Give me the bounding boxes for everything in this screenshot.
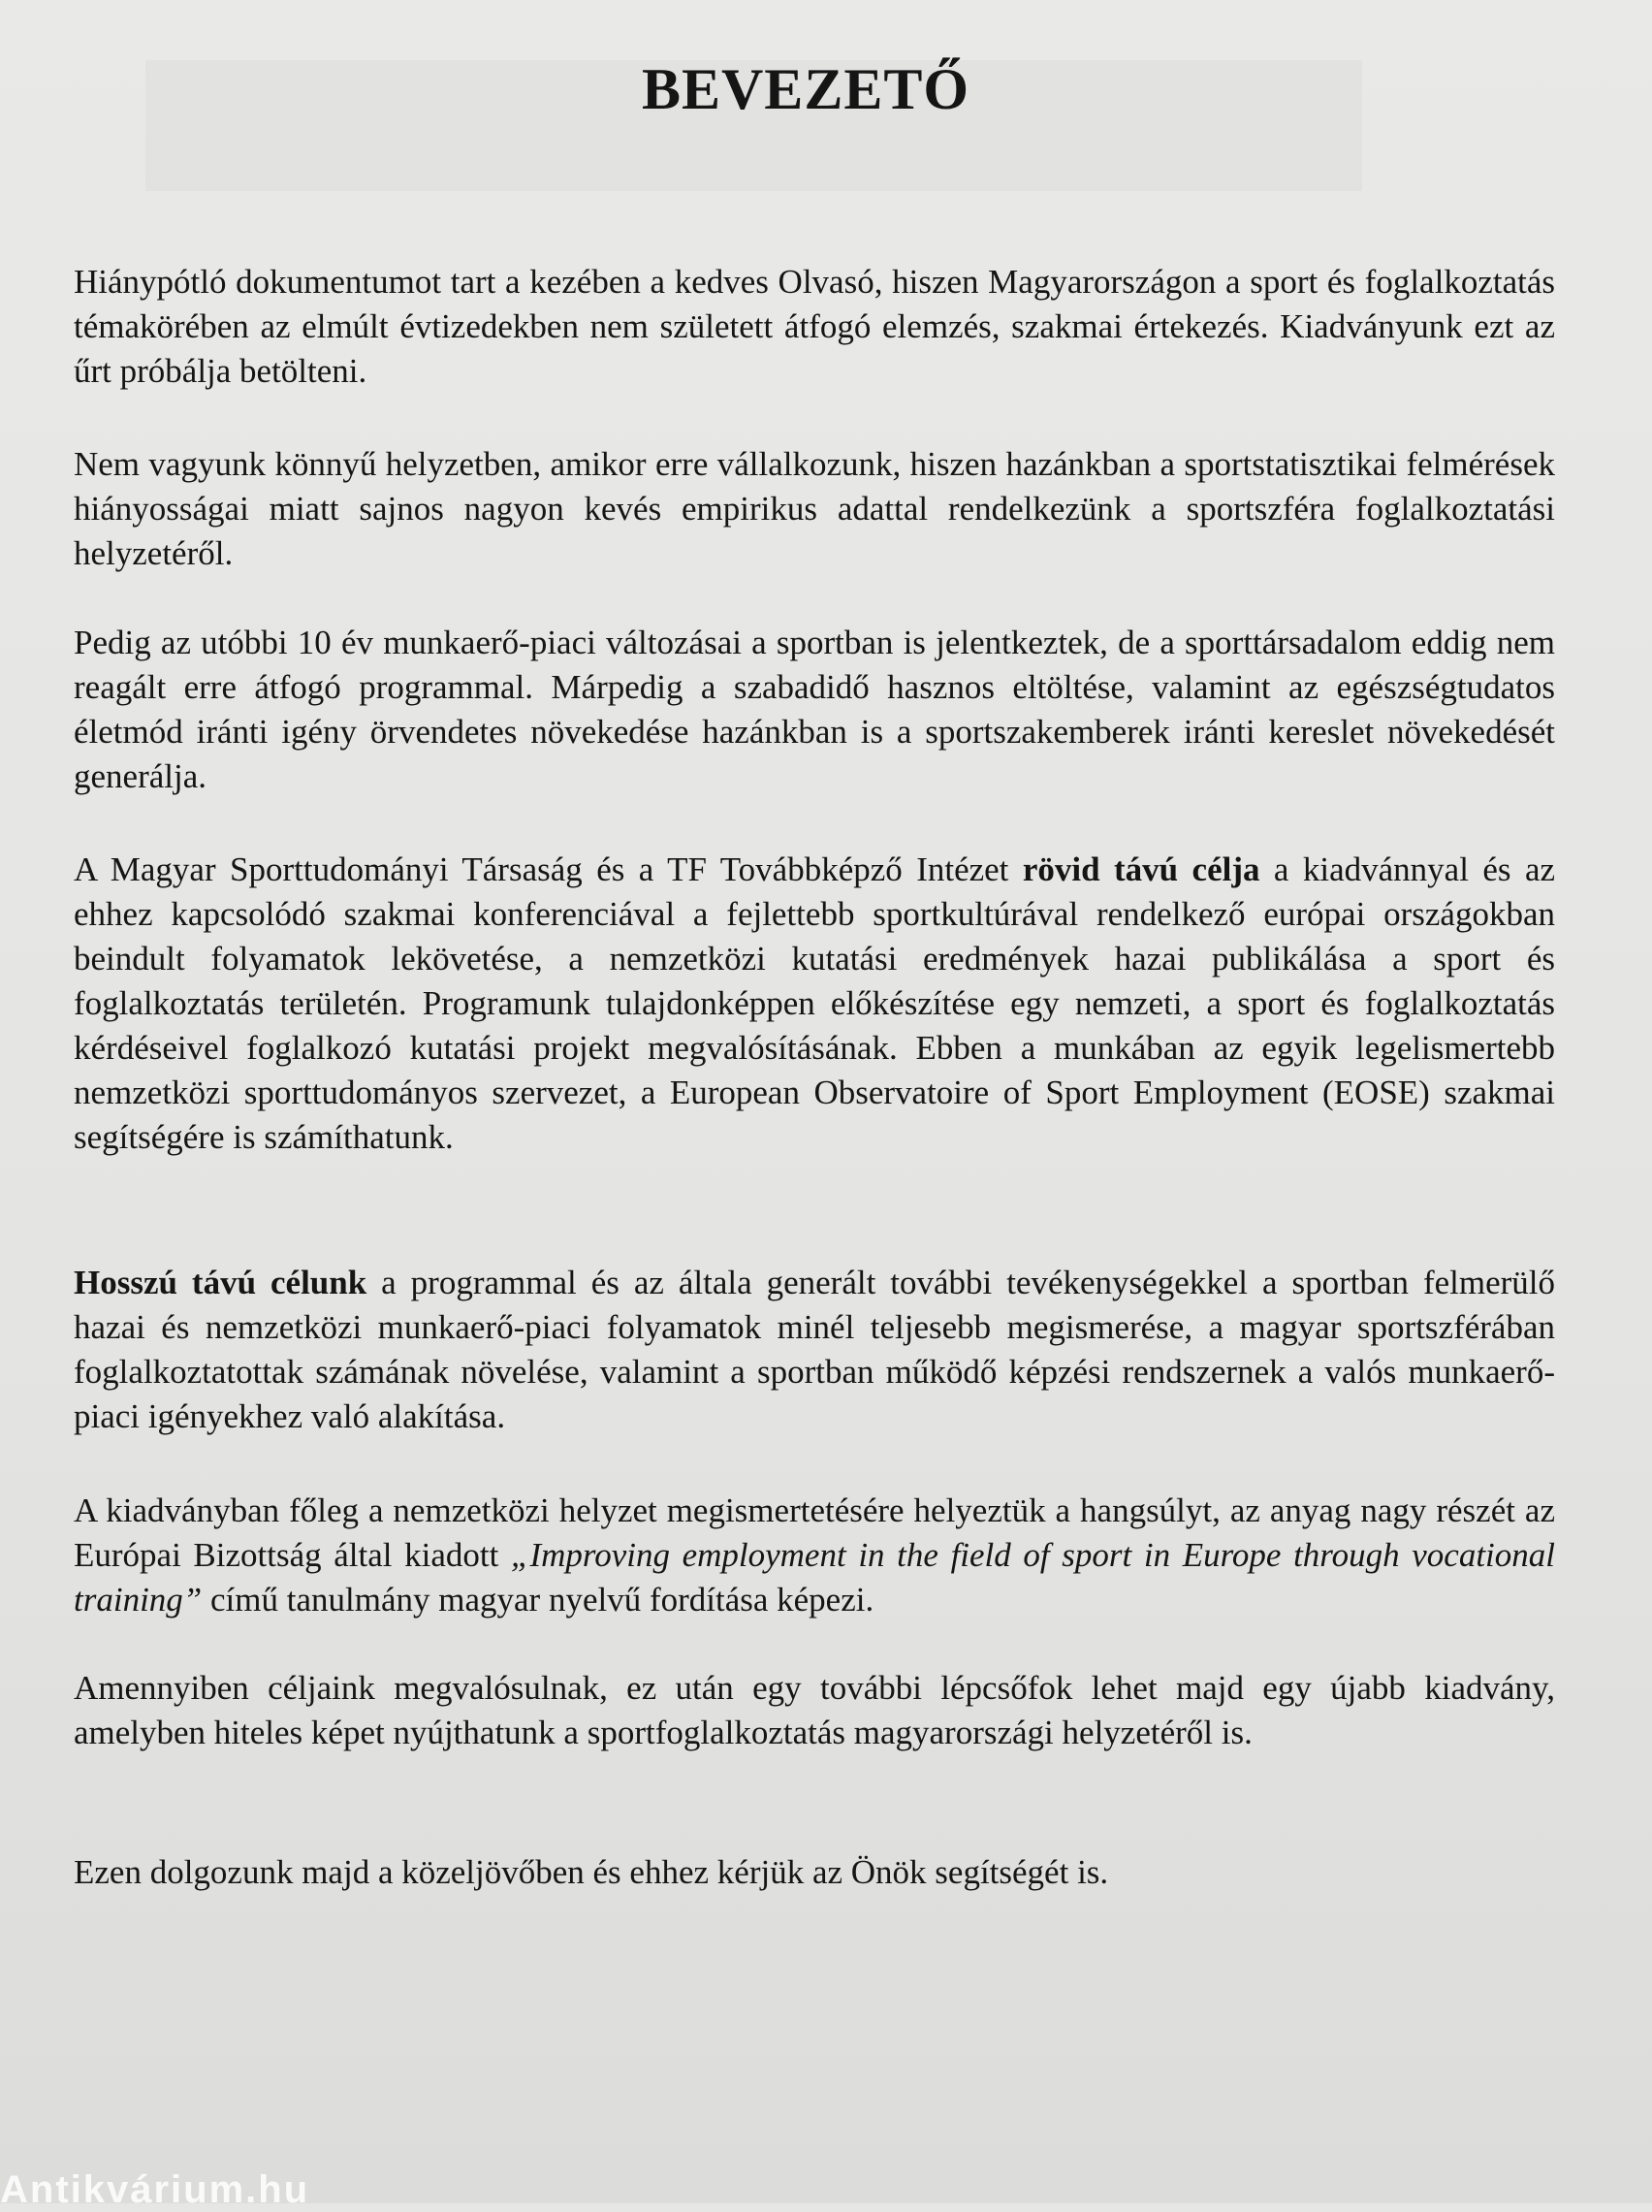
page-title: BEVEZETŐ bbox=[641, 57, 970, 121]
publication-text-a: A kiadványban főleg a nemzetközi helyzet megismertetésére helyeztük a hangsúlyt, az anyag nagy részét az Európai Bizottság által kiadott bbox=[74, 1491, 1555, 1574]
paragraph-difficulty: Nem vagyunk könnyű helyzetben, amikor erre vállalkozunk, hiszen hazánkban a sportstatisztikai felmérések hiányosságai miatt sajnos nagyon kevés empirikus adattal rendelkezünk a sportszféra foglalkoztatási helyzetéről. bbox=[74, 445, 1555, 572]
paragraph-intro: Hiánypótló dokumentumot tart a kezében a kedves Olvasó, hiszen Magyarországon a sport és foglalkoztatás témakörében az elmúlt évtizedekben nem született átfogó elemzés, szakmai értekezés. Kiadványunk ezt az űrt próbálja betölteni. bbox=[74, 263, 1555, 390]
long-term-goal-emphasis: Hosszú távú célunk bbox=[74, 1264, 367, 1301]
short-term-goal-text-b: a kiadvánnyal és az ehhez kapcsolódó szakmai konferenciával a fejlettebb sportkultúrával rendelkező európai országokban beindult folyamatok lekövetése, a nemzetközi kutatási eredmények hazai publikálása a sport és foglalkoztatás területén. Programunk tulajdonképpen előkészítése egy nemzeti, a sport és foglalkoztatás kérdéseivel foglalkozó kutatási projekt megvalósításának. Ebben a munkában az egyik legelismertebb nemzetközi sporttudományos szervezet, a European Observatoire of Sport Employment (EOSE) szakmai segítségére is számíthatunk. bbox=[74, 850, 1556, 1156]
paragraph-short-term-goal bbox=[74, 848, 1555, 1160]
paragraph-closing: Ezen dolgozunk majd a közeljövőben és ehhez kérjük az Önök segítségét is. bbox=[74, 1853, 1109, 1891]
short-term-goal-text-a: A Magyar Sporttudományi Társaság és a TF Továbbképző Intézet bbox=[74, 850, 1023, 888]
watermark: Antikvárium.hu bbox=[0, 2168, 310, 2211]
paragraph-publication bbox=[74, 1489, 1555, 1622]
short-term-goal-emphasis: rövid távú célja bbox=[1022, 850, 1260, 888]
publication-study-title: „Improving employment in the field of sport in Europe through vocational training” bbox=[74, 1536, 1555, 1619]
publication-text-b: című tanulmány magyar nyelvű fordítása képezi. bbox=[202, 1581, 874, 1619]
paragraph-labor-market: Pedig az utóbbi 10 év munkaerő-piaci változásai a sportban is jelentkeztek, de a sporttársadalom eddig nem reagált erre átfogó programmal. Márpedig a szabadidő hasznos eltöltése, valamint az egészségtudatos életmód iránti igény örvendetes növekedése hazánkban is a sportszakemberek iránti kereslet növekedését generálja. bbox=[74, 624, 1555, 795]
paragraph-next-step: Amennyiben céljaink megvalósulnak, ez után egy további lépcsőfok lehet majd egy újabb kiadvány, amelyben hiteles képet nyújthatunk a sportfoglalkoztatás magyarországi helyzetéről is. bbox=[74, 1669, 1555, 1751]
paragraph-long-term-goal bbox=[74, 1261, 1555, 1439]
long-term-goal-text: a programmal és az általa generált további tevékenységekkel a sportban felmerülő hazai és nemzetközi munkaerő-piaci folyamatok minél teljesebb megismerése, a magyar sportszférában foglalkoztatottak számának növelése, valamint a sportban működő képzési rendszernek a valós munkaerő-piaci igényekhez való alakítása. bbox=[74, 1264, 1555, 1435]
